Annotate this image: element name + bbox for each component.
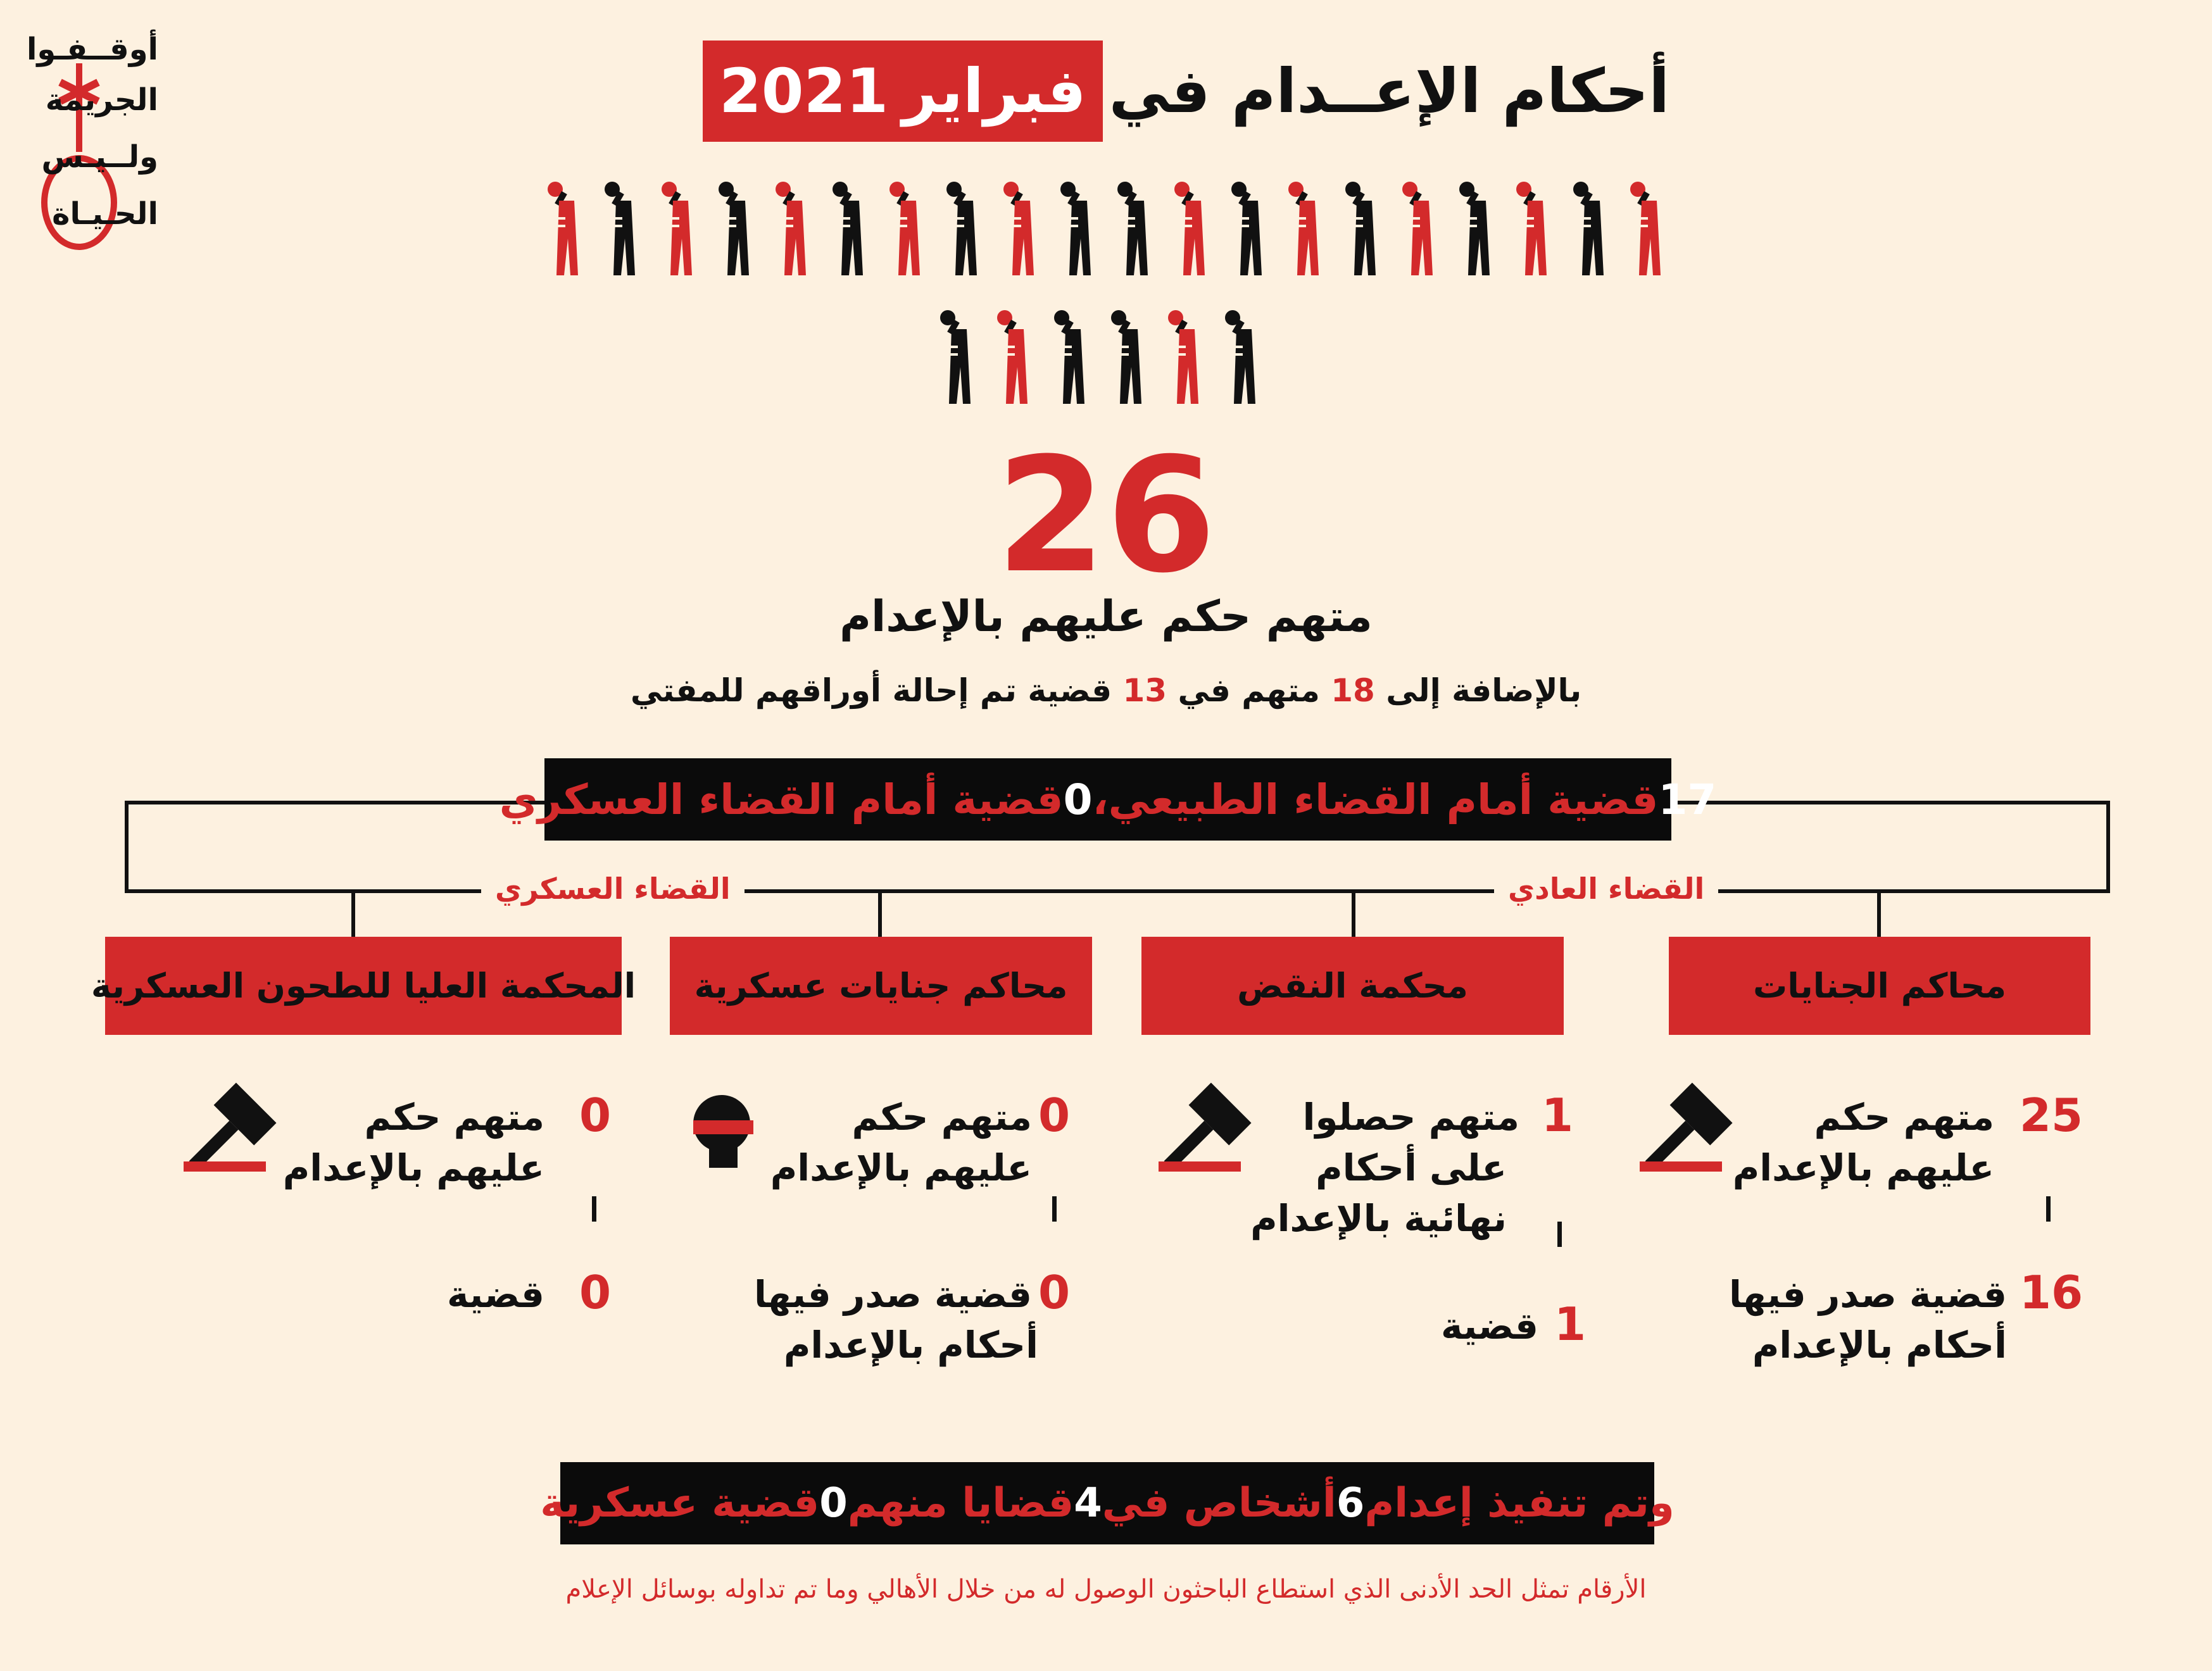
civil-judiciary-label: القضاء العادي — [1494, 872, 1718, 906]
military-criminal-defendants-text-2: عليهم بالإعدام — [770, 1146, 1032, 1189]
criminal-defendants-text-1: متهم حكم — [1814, 1096, 1994, 1139]
logo-text-line-3: ولــيـس — [41, 139, 158, 175]
logo-text-line-1: أوقــفـوا — [26, 32, 158, 67]
supreme-military-cases-count: 0 — [579, 1266, 612, 1319]
cassation-cases-count: 1 — [1554, 1298, 1587, 1351]
military-case-count: 0 — [1063, 775, 1093, 824]
court-supreme-military: المحكمة العليا للطحون العسكرية — [105, 937, 622, 1035]
divider — [1557, 1222, 1562, 1247]
divider — [2046, 1196, 2051, 1222]
criminal-defendants-count: 25 — [2019, 1089, 2083, 1142]
criminal-defendants-text-2: عليهم بالإعدام — [1732, 1146, 1994, 1189]
civil-case-count: 17 — [1658, 775, 1717, 824]
military-criminal-defendants-text-1: متهم حكم — [851, 1096, 1032, 1139]
addition-mid: متهم في — [1178, 672, 1320, 709]
military-criminal-cases-text-1: قضية صدر فيها — [753, 1273, 1032, 1316]
exec-people-text: أشخاص في — [1102, 1480, 1336, 1527]
addition-prefix: بالإضافة إلى — [1386, 672, 1582, 709]
gavel-icon — [1152, 1076, 1266, 1177]
military-criminal-cases-text-2: أحكام بالإعدام — [783, 1324, 1038, 1367]
supreme-military-defendants-text-2: عليهم بالإعدام — [282, 1146, 544, 1189]
military-case-text: قضية أمام القضاء العسكري — [499, 775, 1064, 824]
title-text: أحكام الإعــدام في — [1109, 56, 1670, 127]
cassation-stats — [1152, 1076, 1595, 1380]
exec-cases-count: 4 — [1074, 1480, 1102, 1527]
exec-military-count: 0 — [819, 1480, 848, 1527]
logo-text-line-2: الجريمة — [45, 82, 158, 118]
criminal-courts-stats — [1633, 1076, 2127, 1430]
footnote: الأرقام تمثل الحد الأدنى الذي استطاع الباحثون الوصول له من خلال الأهالي وما تم تداوله بوسائل الإعلام — [565, 1575, 1647, 1604]
exec-people-count: 6 — [1336, 1480, 1365, 1527]
title-year: 2021 — [719, 56, 889, 127]
supreme-military-stats — [177, 1076, 633, 1342]
exec-cases-text: قضايا منهم — [847, 1480, 1074, 1527]
supreme-military-defendants-count: 0 — [579, 1089, 612, 1142]
gavel-icon — [177, 1076, 291, 1177]
logo-text-line-4: الحـيـاة — [52, 196, 158, 232]
court-military-criminal: محاكم جنايات عسكرية — [670, 937, 1092, 1035]
criminal-cases-text-1: قضية صدر فيها — [1728, 1273, 2007, 1316]
divider — [1052, 1196, 1057, 1222]
addition-cases: 13 — [1122, 672, 1167, 709]
supreme-military-cases-text: قضية — [447, 1273, 544, 1316]
cassation-defendants-text-2: على أحكام — [1316, 1146, 1507, 1189]
court-criminal: محاكم الجنايات — [1669, 937, 2090, 1035]
blindfolded-head-icon — [684, 1089, 766, 1171]
civil-case-text: قضية أمام القضاء الطبيعي، — [1092, 775, 1659, 824]
total-sentenced-label: متهم حكم عليهم بالإعدام — [839, 592, 1373, 642]
military-judiciary-label: القضاء العسكري — [481, 872, 745, 906]
addition-suffix: قضية تم إحالة أوراقهم للمفتي — [630, 672, 1112, 709]
divider — [592, 1196, 596, 1222]
cassation-defendants-text-1: متهم حصلوا — [1302, 1096, 1519, 1139]
executions-banner — [540, 1462, 1675, 1544]
gavel-icon — [1633, 1076, 1747, 1177]
exec-military-text: قضية عسكرية — [540, 1480, 820, 1527]
cassation-defendants-count: 1 — [1541, 1089, 1574, 1142]
cassation-cases-text: قضية — [1441, 1305, 1538, 1348]
cassation-defendants-text-3: نهائية بالإعدام — [1250, 1197, 1507, 1240]
addition-defendants: 18 — [1331, 672, 1375, 709]
exec-prefix: وتم تنفيذ إعدام — [1364, 1480, 1675, 1527]
court-cassation: محكمة النقض — [1141, 937, 1564, 1035]
title-month: فبراير — [902, 56, 1086, 127]
supreme-military-defendants-text-1: متهم حكم — [364, 1096, 544, 1139]
military-criminal-defendants-count: 0 — [1038, 1089, 1071, 1142]
criminal-cases-count: 16 — [2019, 1266, 2083, 1319]
judiciary-summary-banner — [499, 758, 1717, 841]
military-criminal-cases-count: 0 — [1038, 1266, 1071, 1319]
total-sentenced-number: 26 — [996, 423, 1216, 608]
criminal-cases-text-2: أحكام بالإعدام — [1752, 1324, 2007, 1367]
military-criminal-stats — [677, 1076, 1095, 1405]
